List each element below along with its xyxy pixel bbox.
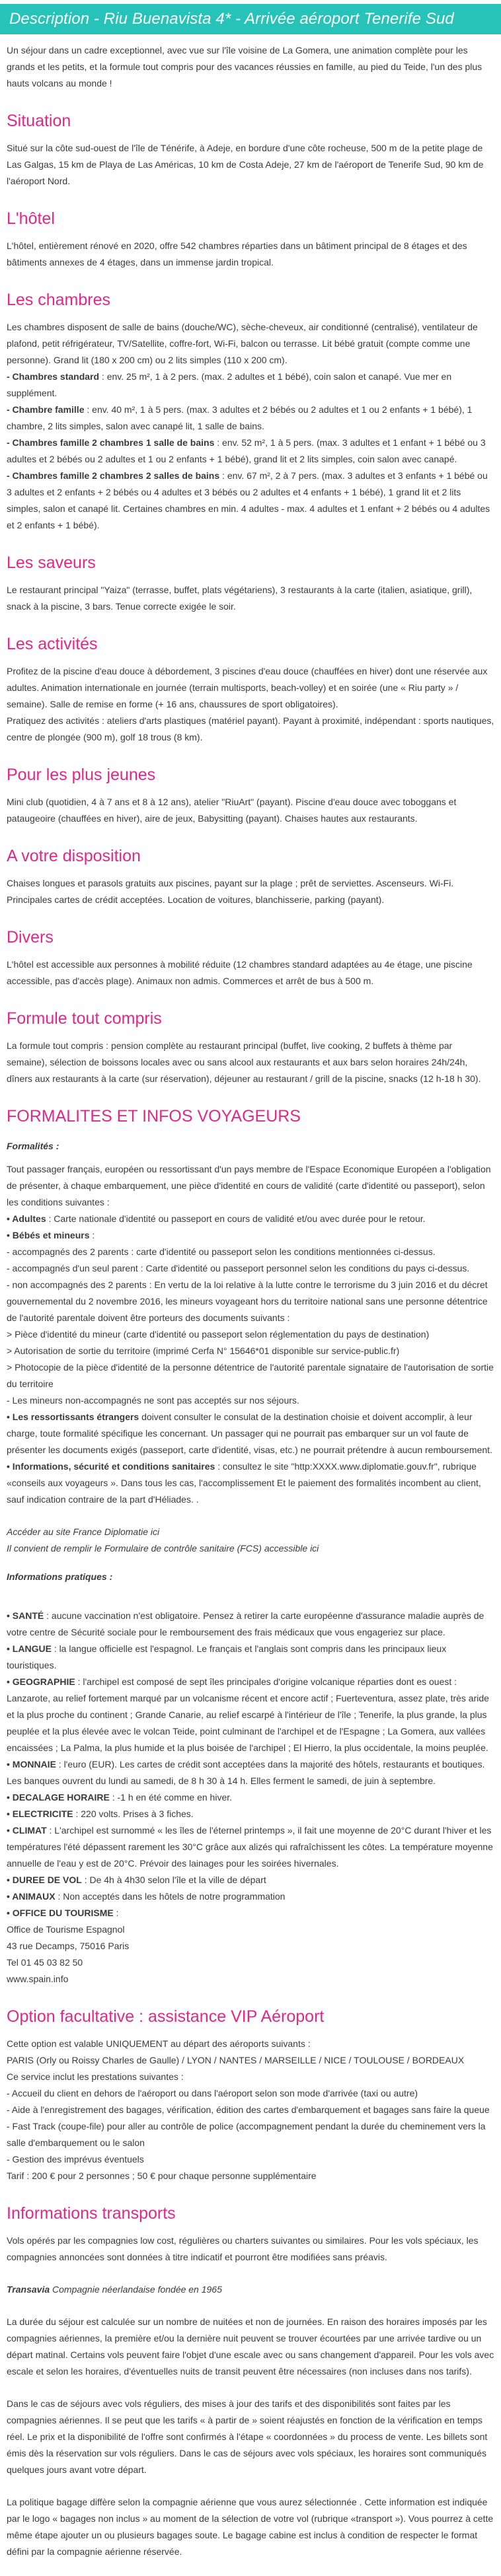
formalites-line [7, 1211, 494, 1227]
pratiques-line [7, 1938, 494, 1954]
vip-line: Tarif : 200 € pour 2 personnes ; 50 € pour chaque personne supplémentaire [7, 2170, 317, 2181]
pratiques-line-text: : Non acceptés dans les hôtels de notre programmation [55, 1891, 286, 1902]
pratiques-line-text: Tel 01 45 03 82 50 [7, 1957, 83, 1968]
vip-line: - Accueil du client en dehors de l'aéroport ou dans l'aéroport selon son mode d'arrivée (taxi ou autre) [7, 2088, 418, 2098]
pratiques-label: Informations pratiques : [7, 1571, 113, 1582]
formalites-line-text: > Pièce d'identité du mineur (carte d'identité ou passeport selon réglementation du pays de destination) [7, 1329, 430, 1340]
formalites-line-text: > Autorisation de sortie du territoire (imprimé Cerfa N° 15646*01 disponible sur service-public.fr) [7, 1345, 400, 1356]
chambre-item-text: : env. 40 m², 1 à 5 pers. (max. 3 adultes et 2 bébés ou 2 adultes et 1 ou 2 enfants + 1 bébé), 1 chambre, 2 lits simples, salon avec canapé lit, 1 salle de bains. [7, 404, 473, 431]
pratiques-line [7, 1954, 494, 1971]
informations-p1: Vols opérés par les compagnies low cost, régulières ou charters suivantes ou similaires. Pour les vols spéciaux, les compagnies annoncées sont données à titre indicatif et pourront être modifiées sans préavis. [7, 2235, 479, 2262]
formalites-line-label: • Informations, sécurité et conditions sanitaires [7, 1461, 215, 1472]
pratiques-line [7, 1641, 494, 1674]
chambre-item [7, 369, 494, 402]
chambre-item-label: - Chambre famille [7, 404, 85, 415]
vip-line: Cette option est valable UNIQUEMENT au départ des aéroports suivants : [7, 2038, 311, 2049]
chambre-item-label: - Chambres famille 2 chambres 2 salles de bains [7, 470, 220, 481]
pratiques-line-text: : 220 volts. Prises à 3 fiches. [73, 1808, 194, 1819]
informations-p2 [7, 2281, 494, 2298]
hotel-text: L'hôtel, entièrement rénové en 2020, offre 542 chambres réparties dans un bâtiment principal de 8 étages et des bâtiments annexes de 4 étages, dans un immense jardin tropical. [7, 240, 467, 268]
section-title-vip: Option facultative : assistance VIP Aéroport [7, 2007, 325, 2026]
formalites-line-text: : consultez le site "http:XXXX.www.diplomatie.gouv.fr", rubrique «conseils aux voyageurs ». Dans tous les cas, l'accomplissement Et le paiement des formalités incombent au client, sauf indication contraire de la part d'Héliades. . [7, 1461, 481, 1505]
formalites-line [7, 1227, 494, 1244]
pratiques-line-label: • GEOGRAPHIE [7, 1676, 75, 1687]
formalites-line-text: - Les mineurs non-accompagnés ne sont pas acceptés sur nos séjours. [7, 1395, 299, 1406]
vip-list [7, 2036, 494, 2184]
airline-name: Transavia [7, 2284, 50, 2295]
divers-text: L'hôtel est accessible aux personnes à mobilité réduite (12 chambres standard adaptées au 4e étage, une piscine accessible, pas d'accès plage). Animaux non admis. Commerces et arrêt de bus à 500 m. [7, 959, 473, 986]
page [0, 4, 501, 2576]
formalites-line [7, 1161, 494, 1211]
pratiques-line-label: • ELECTRICITE [7, 1808, 73, 1819]
formalites-line [7, 1326, 494, 1343]
chambre-item-text: : env. 25 m², 1 à 2 pers. (max. 2 adultes et 1 bébé), coin salon et canapé. Vue mer en supplément. [7, 371, 452, 398]
situation-text: Situé sur la côte sud-ouest de l'île de Ténérife, à Adeje, en bordure d'une côte rocheuse, 500 m de la petite plage de Las Galgas, 15 km de Playa de Las Américas, 10 km de Costa Adeje, 27 km de l'aéroport de Tenerife Sud, 90 km de l'aéroport Nord. [7, 143, 484, 186]
formalites-list [7, 1161, 494, 1508]
page-title: Description - Riu Buenavista 4* - Arrivée aéroport Tenerife Sud [9, 10, 454, 28]
pratiques-line-label: • CLIMAT [7, 1825, 47, 1836]
pratiques-line [7, 1872, 494, 1888]
pratiques-line-label: • OFFICE DU TOURISME [7, 1908, 114, 1918]
pratiques-list [7, 1608, 494, 1987]
saveurs-text: Le restaurant principal "Yaiza" (terrasse, buffet, plats végétariens), 3 restaurants à la carte (italien, asiatique, grill), snack à la piscine, 3 bars. Tenue correcte exigée le soir. [7, 585, 473, 612]
formalites-line-text: : [89, 1230, 95, 1240]
section-title-divers: Divers [7, 928, 54, 947]
formalites-line-text: - accompagnés d'un seul parent : Carte d'identité ou passeport personnel selon les conditions du pays ci-dessus. [7, 1263, 470, 1273]
content [0, 42, 501, 2560]
chambres-text: Les chambres disposent de salle de bains (douche/WC), sèche-cheveux, air conditionné (centralisé), ventilateur de plafond, petit réfrigérateur, TV/Satellite, coffre-fort, Wi-Fi, balcon ou terrasse. Lit bébé gratuit (compte comme une personne). Grand lit (180 x 200 cm) ou 2 lits simples (110 x 200 cm). [7, 322, 478, 365]
pratiques-line-label: • MONNAIE [7, 1759, 56, 1770]
informations-p3: La durée du séjour est calculée sur un nombre de nuitées et non de journées. En raison des horaires imposés par les compagnies aériennes, la première et/ou la dernière nuit peuvent se trouver écourtées par une arrivée tardive ou un départ matinal. Certains vols peuvent faire l'objet d'une escale avec ou sans changement d'appareil. Pour les vols avec escale et selon les horaires, d'éventuelles nuits de transit peuvent être nécessaires (non incluses dans nos tarifs). [7, 2316, 494, 2377]
pratiques-line-label: • SANTÉ [7, 1610, 44, 1621]
pratiques-line [7, 1905, 494, 1921]
pratiques-line [7, 1822, 494, 1872]
section-title-situation: Situation [7, 112, 71, 130]
pratiques-line-label: • ANIMAUX [7, 1891, 56, 1902]
formalites-line-label: • Les ressortissants étrangers [7, 1412, 139, 1422]
vip-line: - Gestion des imprévus éventuels [7, 2154, 144, 2165]
chambre-item-label: - Chambres famille 2 chambres 1 salle de bains [7, 437, 215, 448]
pratiques-line-text: : [113, 1908, 119, 1918]
vip-line: Ce service inclut les prestations suivantes : [7, 2071, 184, 2082]
formalites-line-text: - non accompagnés des 2 parents : En vertu de la loi relative à la lutte contre le terrorisme du 3 juin 2016 et du décret gouvernemental du 2 novembre 2016, les mineurs voyageant hors du territoire national sans une personne détentrice de l'autorité parentale doivent être porteurs des documents suivants : [7, 1279, 488, 1323]
section-title-chambres: Les chambres [7, 291, 111, 309]
formalites-label: Formalités : [7, 1141, 59, 1151]
vip-line: - Aide à l'enregistrement des bagages, vérification, édition des cartes d'embarquement et bagages sans faire la queue [7, 2104, 490, 2115]
jeunes-text: Mini club (quotidien, 4 à 7 ans et 8 à 12 ans), atelier "RiuArt" (payant). Piscine d'eau douce avec toboggans et pataugeoire (chauffées en hiver), aire de jeux, Babysitting (payant). Chaises hautes aux restaurants. [7, 797, 457, 824]
pratiques-line [7, 1921, 494, 1938]
chambre-item-text: : env. 67 m², 2 à 7 pers. (max. 3 adultes et 3 enfants + 1 bébé ou 3 adultes et 2 enfants + 2 bébés ou 4 adultes et 3 bébés ou 2 adultes et 4 enfants + 1 bébé), 1 grand lit et 2 lits simples, salon et canapé lit. Certaines chambres en min. 4 adultes - max. 4 adultes et 1 enfant + 2 bébés ou 4 adultes et 2 enfants + 1 bébé). [7, 470, 490, 530]
pratiques-line [7, 1756, 494, 1789]
disposition-text: Chaises longues et parasols gratuits aux piscines, payant sur la plage ; prêt de serviettes. Ascenseurs. Wi-Fi. Principales cartes de crédit acceptées. Location de voitures, blanchisserie, parking (payant). [7, 878, 454, 905]
pratiques-line-text: : la langue officielle est l'espagnol. Le français et l'anglais sont compris dans les principaux lieux touristiques. [7, 1643, 447, 1670]
vip-line: PARIS (Orly ou Roissy Charles de Gaulle) / LYON / NANTES / MARSEILLE / NICE / TOULOUSE / BORDEAUX [7, 2055, 465, 2065]
chambre-item [7, 435, 494, 468]
pratiques-line-text: : l'archipel est composé de sept îles principales d'origine volcanique réparties dont es ouest : Lanzarote, au relief fortement marqué par un volcanisme récent et encore actif ; Fuerteventura, assez plate, très aride et la plus proche du continent ; Grande Canarie, au relief escarpé à l'intérieur de l'île ; Tenerife, la plus grande, la plus peuplée et la plus élevée avec le volcan Teide, point culminant de l'archipel et de l'Espagne ; La Gomera, aux vallées encaissées ; La Palma, la plus humide et la plus boisée de l'archipel ; El Hierro, la plus occidentale, la moins peuplée. [7, 1676, 489, 1753]
pratiques-line-text: Office de Tourisme Espagnol [7, 1924, 125, 1935]
section-title-saveurs: Les saveurs [7, 554, 96, 572]
formule-text: La formule tout compris : pension complète au restaurant principal (buffet, live cooking, 2 buffets à thème par semaine), sélection de boissons locales avec ou sans alcool aux restaurants et aux bars selon horaires 24h/24h, dîners aux restaurants à la carte (sur réservation), déjeuner au restaurant / grill de la piscine, snacks (12 h-18 h 30). [7, 1040, 481, 1084]
chambre-item-label: - Chambres standard [7, 371, 100, 382]
airline-desc: Compagnie néerlandaise fondée en 1965 [50, 2284, 222, 2295]
formalites-line [7, 1392, 494, 1409]
pratiques-line [7, 1971, 494, 1987]
pratiques-line-text: : -1 h en été comme en hiver. [109, 1792, 233, 1803]
header-bar [0, 4, 501, 34]
formalites-line [7, 1260, 494, 1277]
formalites-line-text: : Carte nationale d'identité ou passeport en cours de validité et/ou avec durée pour le retour. [46, 1213, 426, 1224]
formalites-line [7, 1343, 494, 1359]
extra-line: Il convient de remplir le Formulaire de contrôle sanitaire (FCS) accessible ici [7, 1543, 319, 1554]
section-title-formalites: FORMALITES ET INFOS VOYAGEURS [7, 1107, 301, 1126]
pratiques-line-label: • DUREE DE VOL [7, 1875, 82, 1885]
pratiques-line-text: www.spain.info [7, 1974, 69, 1984]
pratiques-line [7, 1789, 494, 1806]
section-title-informations: Informations transports [7, 2204, 176, 2223]
pratiques-line [7, 1608, 494, 1641]
section-title-activites: Les activités [7, 635, 98, 653]
activites-text: Profitez de la piscine d'eau douce à débordement, 3 piscines d'eau douce (chauffées en hiver) dont une réservée aux adultes. Animation internationale en journée (terrain multisports, beach-volley) et en soirée (une « Riu party » / semaine). Salle de remise en forme (+ 16 ans, chaussures de sport obligatoires). [7, 666, 488, 709]
formalites-line [7, 1359, 494, 1392]
pratiques-line [7, 1888, 494, 1905]
pratiques-line-text: : l'euro (EUR). Les cartes de crédit sont acceptées dans la majorité des hôtels, restaurants et boutiques. Les banques ouvrent du lundi au samedi, de 8 h 30 à 14 h. Elles ferment le samedi, de juin à septembre. [7, 1759, 485, 1786]
pratiques-line [7, 1806, 494, 1822]
informations-p5: La politique bagage diffère selon la compagnie aérienne que vous aurez sélectionnée . Cette information est indiquée par le logo « bagages non inclus » au moment de la sélection de votre vol (rubrique «transport »). Vous pourrez à cette même étape ajouter un ou plusieurs bagages soute. Le bagage cabine est inclus à condition de respecter le format défini par la compagnie aérienne réservée. [7, 2497, 494, 2557]
section-title-formule: Formule tout compris [7, 1009, 162, 1028]
vip-line: - Fast Track (coupe-file) pour aller au contrôle de police (accompagnement pendant la durée du cheminement vers la salle d'embarquement ou le salon [7, 2121, 486, 2148]
formalites-line-text: doivent consulter le consulat de la destination choisie et doivent accomplir, à leur charge, toute formalité spécifique les concernant. Un passager qui ne pourrait pas embarquer sur un vol faute de présenter les documents exigés (passeport, carte d'identité, visas, etc.) ne pourrait prétendre à aucun remboursement. [7, 1412, 492, 1455]
extra-line: Accéder au site France Diplomatie ici [7, 1526, 160, 1537]
section-title-jeunes: Pour les plus jeunes [7, 766, 156, 784]
formalites-line [7, 1409, 494, 1458]
pratiques-line-text: : De 4h à 4h30 selon l'île et la ville de départ [81, 1875, 266, 1885]
pratiques-line [7, 1674, 494, 1756]
formalites-line-text: > Photocopie de la pièce d'identité de la personne détentrice de l'autorité parentale signataire de l'autorisation de sortie du territoire [7, 1362, 494, 1389]
chambre-item-text: : env. 52 m², 1 à 5 pers. (max. 3 adultes et 1 enfant + 1 bébé ou 3 adultes et 2 bébés ou 2 adultes et 1 ou 2 enfants + 1 bébé), grand lit et 2 lits simples, coin salon avec canapé. [7, 437, 486, 464]
formalites-line-text: Tout passager français, européen ou ressortissant d'un pays membre de l'Espace Economique Européen a l'obligation de présenter, à chaque embarquement, une pièce d'identité en cours de validité (carte d'identité ou passeport), selon les conditions suivantes : [7, 1164, 491, 1207]
formalites-line [7, 1458, 494, 1508]
chambre-item [7, 468, 494, 534]
chambre-item [7, 402, 494, 435]
pratiques-line-text: : aucune vaccination n'est obligatoire. Pensez à retirer la carte européenne d'assurance maladie auprès de votre centre de Sécurité sociale pour le remboursement des frais médicaux que vous engageriez sur place. [7, 1610, 484, 1637]
pratiques-line-text: 43 rue Decamps, 75016 Paris [7, 1941, 130, 1951]
activites-text: Pratiquez des activités : ateliers d'arts plastiques (matériel payant). Payant à proximité, indépendant : sports nautiques, centre de plongée (900 m), golf 18 trous (8 km). [7, 715, 494, 742]
formalites-line-label: • Adultes [7, 1213, 46, 1224]
pratiques-line-label: • DECALAGE HORAIRE [7, 1792, 110, 1803]
formalites-line [7, 1277, 494, 1326]
formalites-line [7, 1244, 494, 1260]
pratiques-line-text: : L'archipel est surnommé « les îles de l'éternel printemps », il fait une moyenne de 20°C durant l'hiver et les températures l'été dépassent rarement les 30°C grâce aux alizés qui rafraîchissent les côtes. La température moyenne annuelle de l'eau y est de 20°C. Prévoir des lainages pour les soirées hivernales. [7, 1825, 493, 1869]
formalites-line-text: - accompagnés des 2 parents : carte d'identité ou passeport selon les conditions mentionnées ci-dessus. [7, 1246, 436, 1257]
formalites-line-label: • Bébés et mineurs [7, 1230, 90, 1240]
intro-text: Un séjour dans un cadre exceptionnel, avec vue sur l'île voisine de La Gomera, une animation complète pour les grands et les petits, et la formule tout compris pour des vacances réussies en famille, au pied du Teide, l'un des plus hauts volcans au monde ! [7, 45, 482, 89]
section-title-hotel: L'hôtel [7, 209, 55, 228]
section-title-disposition: A votre disposition [7, 847, 141, 865]
informations-p4: Dans le cas de séjours avec vols réguliers, des mises à jour des tarifs et des disponibilités sont faites par les compagnies aériennes. Il se peut que les tarifs « à partir de » soient réajustés en fonction de la vérification en temps réel. Le prix et la disponibilité de l'offre sont confirmés à l'étape « coordonnées » du process de vente. Les billets sont émis dès la réservation sur vols réguliers. Dans le cas de séjours avec vols spéciaux, les horaires sont communiqués quelques jours avant votre départ. [7, 2398, 488, 2475]
pratiques-line-label: • LANGUE [7, 1643, 52, 1654]
